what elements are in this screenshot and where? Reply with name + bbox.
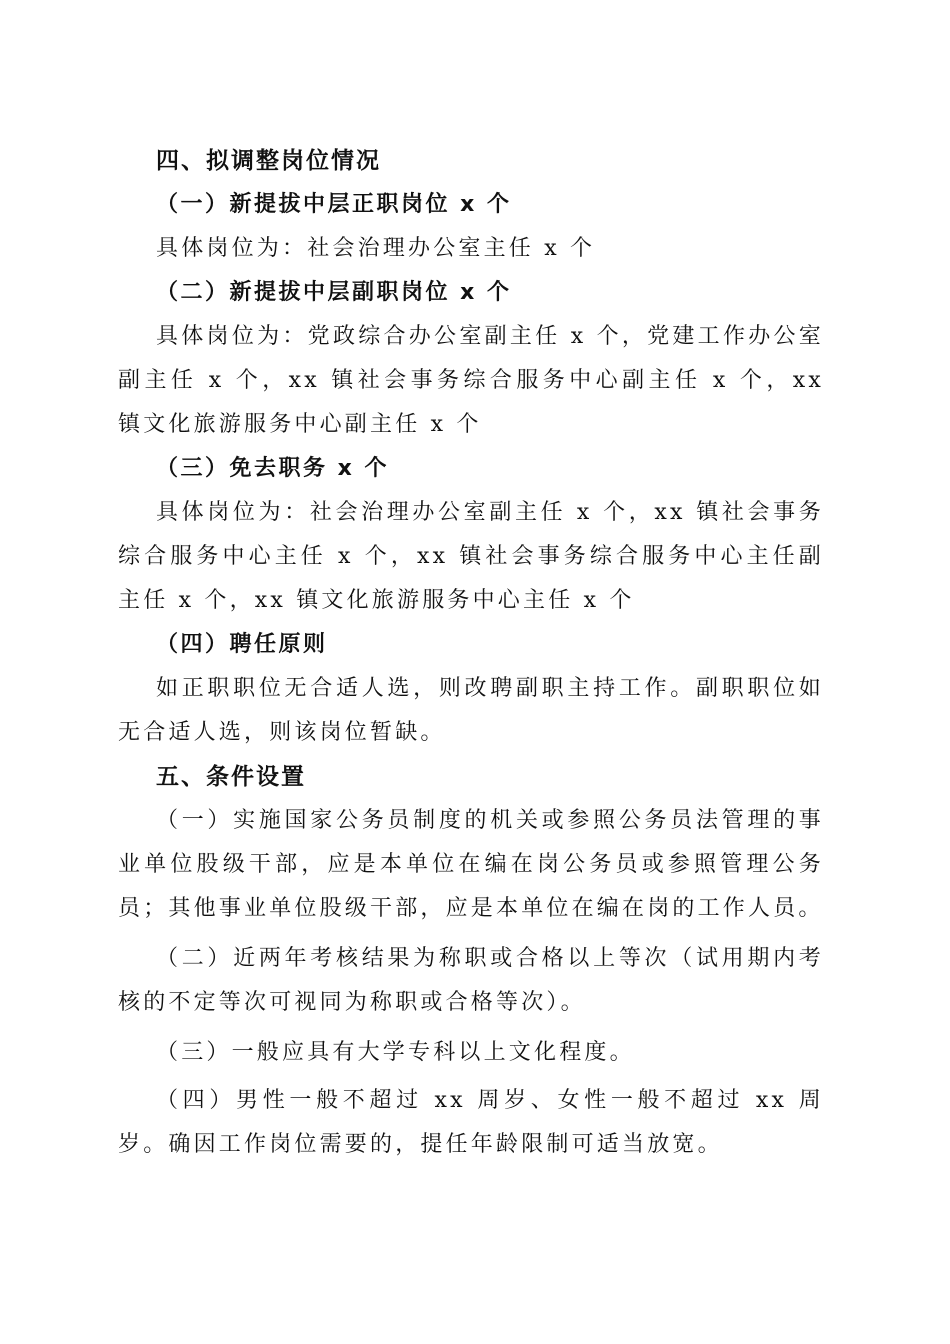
- subheading-4-2: （二）新提拔中层副职岗位 x 个: [156, 280, 512, 305]
- subheading-4-4: （四）聘任原则: [156, 632, 328, 657]
- paragraph-5-3: （三）一般应具有大学专科以上文化程度。: [156, 1040, 635, 1065]
- paragraph-4-4: 如正职职位无合适人选，则改聘副职主持工作。副职职位如无合适人选，则该岗位暂缺。: [118, 676, 824, 745]
- paragraph-4-3: 具体岗位为：社会治理办公室副主任 x 个，xx 镇社会事务综合服务中心主任 x 个，xx 镇社会事务综合服务中心主任副主任 x 个，xx 镇文化旅游服务中心主任 x 个: [118, 500, 824, 613]
- paragraph-5-4: （四）男性一般不超过 xx 周岁、女性一般不超过 xx 周岁。确因工作岗位需要的，提任年龄限制可适当放宽。: [118, 1088, 824, 1157]
- paragraph-4-2: 具体岗位为：党政综合办公室副主任 x 个，党建工作办公室副主任 x 个，xx 镇社会事务综合服务中心副主任 x 个，xx 镇文化旅游服务中心副主任 x 个: [118, 324, 824, 437]
- document-body: [118, 139, 824, 1167]
- subheading-4-3: （三）免去职务 x 个: [156, 456, 390, 481]
- section-heading-5: 五、条件设置: [156, 764, 306, 790]
- paragraph-5-2: （二）近两年考核结果为称职或合格以上等次（试用期内考核的不定等次可视同为称职或合格等次）。: [118, 946, 824, 1015]
- subheading-4-1: （一）新提拔中层正职岗位 x 个: [156, 192, 512, 217]
- paragraph-5-1: （一）实施国家公务员制度的机关或参照公务员法管理的事业单位股级干部，应是本单位在编在岗公务员或参照管理公务员；其他事业单位股级干部，应是本单位在编在岗的工作人员。: [118, 808, 824, 921]
- section-heading-4: 四、拟调整岗位情况: [156, 148, 381, 174]
- paragraph-4-1: 具体岗位为：社会治理办公室主任 x 个: [156, 236, 596, 261]
